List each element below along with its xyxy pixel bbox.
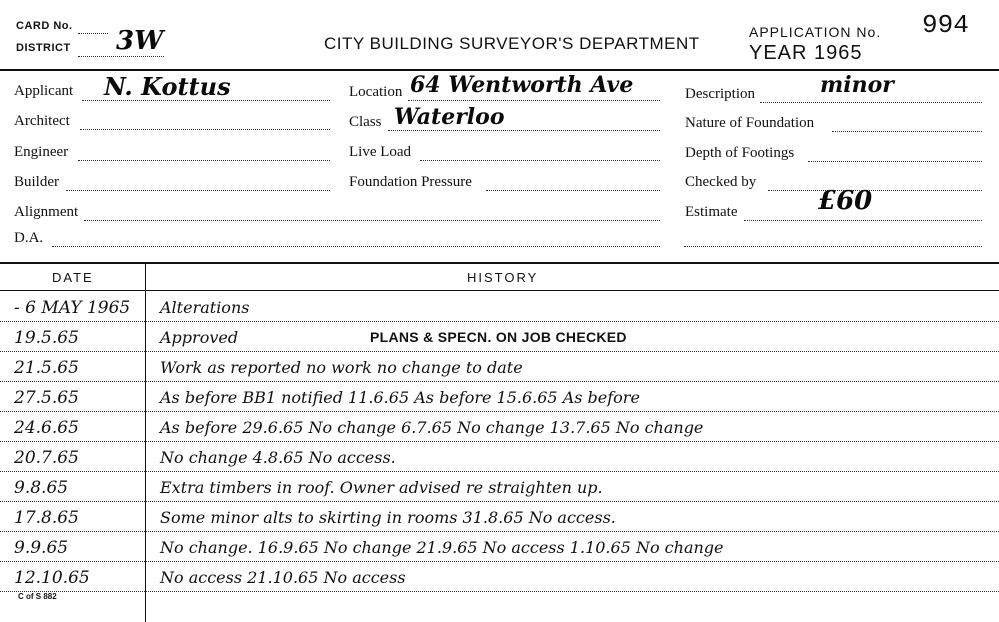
class-label: Class [349,114,382,130]
history-row-date: 12.10.65 [14,568,90,588]
application-no-value: 994 [922,10,969,40]
class-value: Waterloo [394,104,505,130]
alignment-label: Alignment [14,204,79,220]
application-no-label: APPLICATION No. [749,24,882,40]
live-load-label: Live Load [349,144,412,160]
history-header-border [0,290,999,291]
history-row-entry: No change. 16.9.65 No change 21.9.65 No access 1.10.65 No change [160,538,724,557]
history-row-rule [0,411,999,412]
applicant-value: N. Kottus [104,72,231,101]
nature-line [832,131,982,132]
history-row-entry: As before BB1 notified 11.6.65 As before 15.6.65 As before [160,388,640,407]
builder-line [66,190,330,191]
applicant-label: Applicant [14,83,74,99]
history-row-date: 17.8.65 [14,508,79,528]
architect-label: Architect [14,113,70,129]
header-divider [0,69,999,71]
foundation-pressure-label: Foundation Pressure [349,174,472,190]
alignment-line [84,220,660,221]
history-top-border [0,262,999,264]
nature-of-foundation-label: Nature of Foundation [685,115,815,131]
history-row-entry: Extra timbers in roof. Owner advised re straighten up. [160,478,603,497]
location-label: Location [349,84,403,100]
history-row-rule [0,471,999,472]
history-row-entry: No access 21.10.65 No access [160,568,406,587]
da-line [52,246,660,247]
live-load-line [420,160,660,161]
estimate-label: Estimate [685,204,738,220]
history-row-entry: Some minor alts to skirting in rooms 31.8.65 No access. [160,508,616,527]
district-label: DISTRICT [16,42,71,54]
history-row-rule [0,561,999,562]
class-line [388,130,660,131]
history-row-date: 24.6.65 [14,418,79,438]
history-row-date: 20.7.65 [14,448,79,468]
department-title: CITY BUILDING SURVEYOR'S DEPARTMENT [324,34,700,53]
history-row-printed-stamp: PLANS & SPECN. ON JOB CHECKED [370,329,627,345]
district-line [78,56,164,57]
depth-of-footings-label: Depth of Footings [685,145,795,161]
history-row-date: 21.5.65 [14,358,79,378]
location-value: 64 Wentworth Ave [410,72,634,98]
da-label: D.A. [14,230,44,246]
checked-line [768,190,982,191]
estimate-value: £60 [818,186,873,216]
engineer-line [78,160,330,161]
history-row-entry: As before 29.6.65 No change 6.7.65 No change 13.7.65 No change [160,418,704,437]
architect-line [80,129,330,130]
history-row-date: - 6 MAY 1965 [14,298,131,318]
history-row-date: 9.8.65 [14,478,69,498]
history-row-entry: Work as reported no work no change to date [160,358,523,377]
card-no-line [78,33,108,34]
history-row-rule [0,321,999,322]
history-column-divider [145,262,146,622]
checked-by-label: Checked by [685,174,757,190]
date-column-header: DATE [52,270,94,285]
history-row-date: 9.9.65 [14,538,69,558]
foundation-pressure-line [486,190,660,191]
description-line [760,102,982,103]
history-row-rule [0,351,999,352]
description-value: minor [820,72,894,98]
history-row-rule [0,381,999,382]
history-row-entry: Approved [160,328,239,347]
district-value: 3W [116,26,164,56]
form-code: C of S 882 [18,592,57,601]
history-row-entry: No change 4.8.65 No access. [160,448,396,467]
history-row-rule [0,501,999,502]
depth-line [808,161,982,162]
right-extra-line [684,246,982,247]
description-label: Description [685,86,755,102]
history-row-date: 27.5.65 [14,388,79,408]
history-row-rule [0,441,999,442]
builder-label: Builder [14,174,59,190]
location-line [408,100,660,101]
history-row-date: 19.5.65 [14,328,79,348]
history-row-rule [0,531,999,532]
estimate-line [744,220,982,221]
card-no-label: CARD No. [16,20,73,32]
history-column-header: HISTORY [467,270,539,285]
engineer-label: Engineer [14,144,69,160]
year-label: YEAR 1965 [749,42,863,64]
history-row-rule [0,591,999,592]
history-row-entry: Alterations [160,298,250,317]
